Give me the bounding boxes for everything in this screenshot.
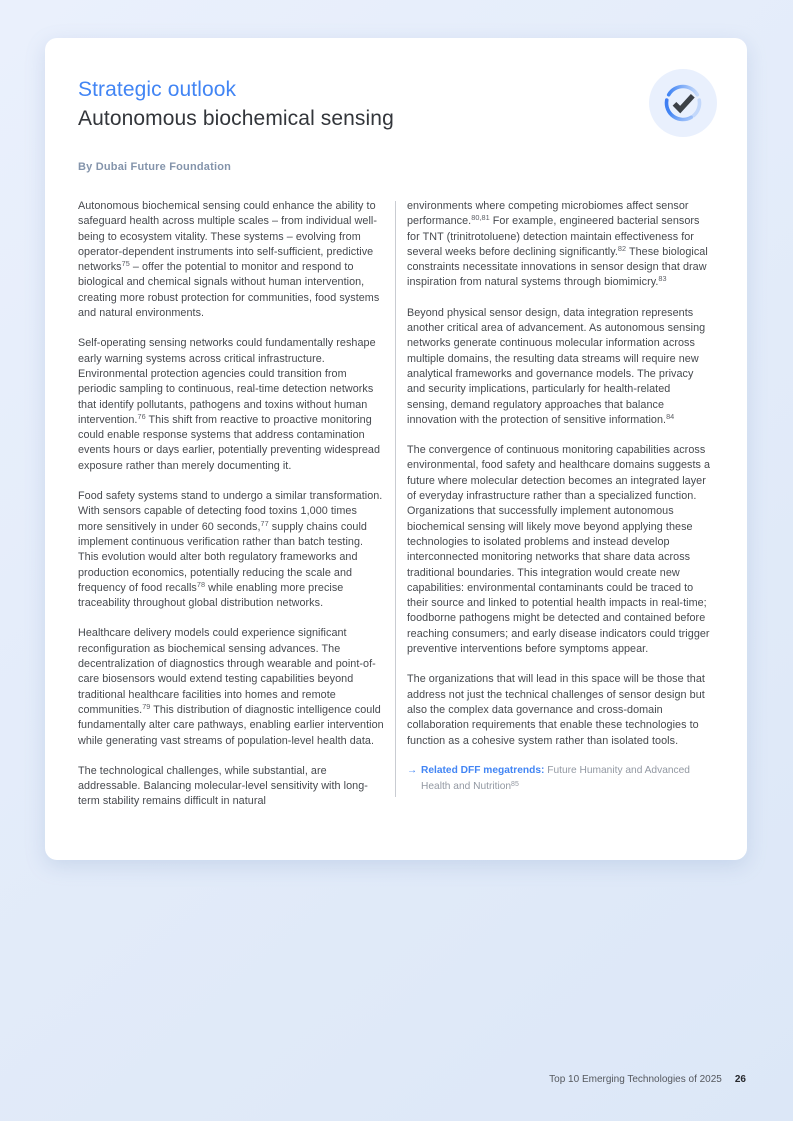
footer-document-title: Top 10 Emerging Technologies of 2025 — [549, 1074, 722, 1085]
arrow-right-icon: → — [407, 764, 418, 776]
left-column — [78, 199, 384, 825]
footer-page-number: 26 — [734, 1074, 746, 1085]
related-megatrends-text: Related DFF megatrends: Future Humanity and Advanced Health and Nutrition$^{85}$ — [421, 764, 690, 792]
page-footer — [549, 1074, 746, 1085]
column-divider — [395, 201, 396, 797]
footnote-ref: 85 — [511, 780, 519, 788]
paragraph: Healthcare delivery models could experience significant reconfiguration as biochemical sensing advances. The decentralization of diagnostics through wearable and point-of-care biosensors would extend testing capabilities beyond traditional healthcare facilities into homes and remote communities.$^{79}$ This distribution of diagnostic intelligence could fundamentally alter care pathways, enabling earlier intervention while generating vast streams of population-level health data. — [78, 627, 384, 747]
page-title: Autonomous biochemical sensing — [78, 107, 394, 130]
paragraph: The organizations that will lead in this space will be those that address not just the technical challenges of sensor design but also the complex data governance and cross-domain collaboration requirements that enable these technologies to function as a cohesive system rather than isolated tools. — [407, 673, 705, 747]
article-body — [78, 199, 714, 825]
document-card — [45, 38, 747, 860]
right-column — [407, 199, 713, 825]
paragraph: The technological challenges, while substantial, are addressable. Balancing molecular-level sensitivity with long-term stability remains difficult in natural — [78, 764, 368, 808]
paragraph: Autonomous biochemical sensing could enhance the ability to safeguard health across multiple scales – from individual well-being to ecosystem vitality. These systems – evolving from operator-dependent instruments into self-sufficient, predictive networks$^{75}$ – offer the potential to monitor and respond to biological and chemical signals without human intervention, creating more robust protection for communities, food systems and natural environments. — [78, 200, 380, 320]
paragraph: Food safety systems stand to undergo a similar transformation. With sensors capable of detecting food toxins 1,000 times more sensitively in under 60 seconds,$^{77}$ supply chains could implement continuous verification rather than batch testing. This evolution would alter both regulatory frameworks and production economics, potentially reducing the scale and frequency of food recalls$^{78}$ while enabling more precise traceability throughout global distribution networks. — [78, 490, 383, 610]
paragraph: Self-operating sensing networks could fundamentally reshape early warning systems across critical infrastructure. Environmental protection agencies could transition from periodic sampling to continuous, real-time detection networks that identify pollutants, pathogens and toxins without human intervention.$^{76}$ This shift from reactive to proactive monitoring could enable response systems that address contamination events hours or days earlier, potentially preventing widespread exposure rather than merely documenting it. — [78, 337, 381, 472]
paragraph: The convergence of continuous monitoring capabilities across environmental, food safety and healthcare domains suggests a future where molecular detection becomes an integrated layer of everyday infrastructure rather than a specialized function. Organizations that successfully implement autonomous biochemical sensing will likely move beyond applying these technologies to isolated problems and instead develop interconnected monitoring networks that share data across traditional boundaries. This integration would create new capabilities: environmental contaminants could be traced to their source and linked to potential health impacts in real-time; foodborne pathogens might be detected and contained before reaching consumers; and early disease indicators could trigger preventive interventions before symptoms appear. — [407, 444, 711, 656]
paragraph: Beyond physical sensor design, data integration represents another critical area of advancement. As autonomous sensing networks generate continuous molecular information across multiple domains, the resulting data streams will require new analytical frameworks and governance models. The privacy and security implications, particularly for health-related sensing, demand regulatory approaches that balance innovation with the protection of sensitive information.$^{84}$ — [407, 306, 706, 426]
right-column-paragraphs — [407, 199, 713, 749]
check-progress-ring-icon — [649, 69, 717, 137]
byline: By Dubai Future Foundation — [78, 161, 232, 173]
section-eyebrow: Strategic outlook — [78, 78, 237, 101]
related-megatrends-label: Related DFF megatrends: — [421, 764, 545, 776]
paragraph: environments where competing microbiomes affect sensor performance.$^{80,81}$ For example, engineered bacterial sensors for TNT (trinitrotoluene) detection maintain effectiveness for several weeks before declining significantly.$^{82}$ These biological constraints necessitate innovations in sensor design that draw inspiration from natural systems through biomimicry.$^{83}$ — [407, 200, 708, 289]
related-megatrends-note — [407, 764, 713, 794]
